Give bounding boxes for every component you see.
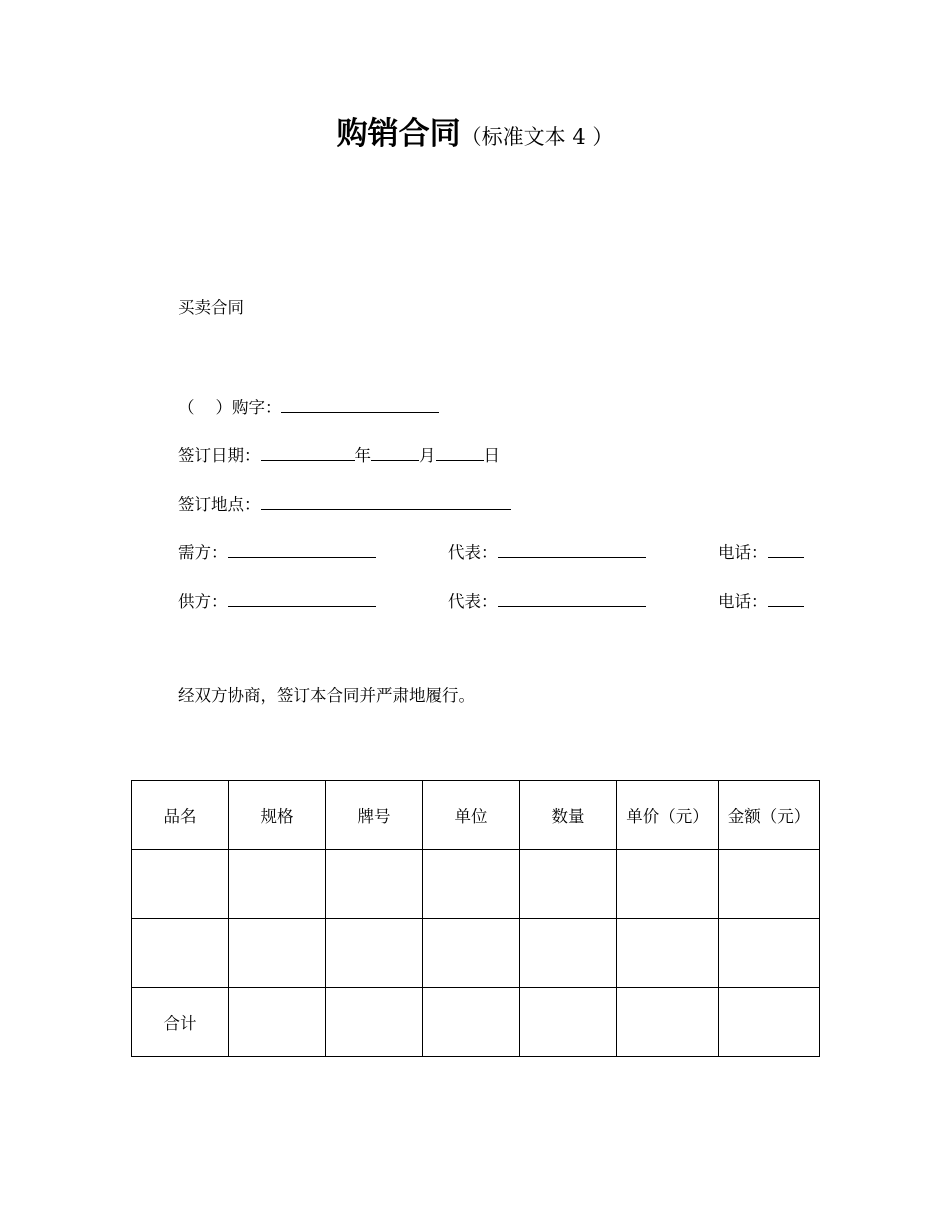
month-label: 月 [419,446,436,465]
table-cell[interactable] [520,919,617,988]
supplier-phone-label: 电话： [718,592,768,611]
supplier-label: 供方： [178,592,228,611]
table-cell[interactable] [719,988,820,1057]
table-total-row [132,988,820,1057]
table-header-row [132,781,820,850]
table-cell[interactable] [617,850,719,919]
header-cell-brand: 牌号 [326,781,423,850]
contract-code-label: （ ）购字： [178,398,282,417]
table-cell[interactable] [229,919,326,988]
table-cell[interactable] [520,850,617,919]
page-title [0,112,950,161]
buyer-rep-field[interactable] [498,539,646,558]
table-cell[interactable] [132,919,229,988]
header-cell-name: 品名 [132,781,229,850]
header-cell-unit: 单位 [423,781,520,850]
supplier-rep-field[interactable] [498,588,646,607]
sign-month-field[interactable] [371,442,419,461]
table-cell[interactable] [520,988,617,1057]
sign-place-field[interactable] [261,491,511,510]
title-subtitle: （标准文本 4 ） [460,125,614,149]
header-cell-spec: 规格 [229,781,326,850]
buyer-phone-label: 电话： [718,543,768,562]
buyer-phone-line [718,539,804,565]
table-cell[interactable] [719,919,820,988]
sign-date-label: 签订日期： [178,446,261,465]
table-row [132,919,820,988]
supplier-phone-field[interactable] [768,588,804,607]
table-cell[interactable] [719,850,820,919]
table-cell[interactable] [326,988,423,1057]
header-cell-unit-price: 单价（元） [617,781,719,850]
agreement-text: 经双方协商，签订本合同并严肃地履行。 [178,686,475,705]
table-cell[interactable] [423,919,520,988]
table-cell[interactable] [617,988,719,1057]
buyer-label: 需方： [178,543,228,562]
sign-place-line [178,491,511,517]
sign-year-field[interactable] [261,442,355,461]
contract-code-line [178,394,439,420]
supplier-rep-line [448,588,646,614]
header-cell-amount: 金额（元） [719,781,820,850]
buyer-phone-field[interactable] [768,539,804,558]
contract-heading: 买卖合同 [178,298,244,317]
table-row [132,850,820,919]
buyer-line [178,539,376,565]
sign-place-label: 签订地点： [178,495,261,514]
sign-day-field[interactable] [436,442,484,461]
day-label: 日 [483,446,500,465]
supplier-line [178,588,376,614]
table-cell[interactable] [423,850,520,919]
table-cell[interactable] [326,919,423,988]
table-cell[interactable] [132,850,229,919]
contract-code-field[interactable] [281,394,439,413]
supplier-rep-label: 代表： [448,592,498,611]
year-label: 年 [354,446,371,465]
table-cell[interactable] [423,988,520,1057]
table-cell[interactable] [326,850,423,919]
table-cell[interactable] [229,850,326,919]
table-cell[interactable] [617,919,719,988]
sign-date-line [178,442,500,468]
total-label-cell: 合计 [132,988,229,1057]
buyer-field[interactable] [228,539,376,558]
header-cell-quantity: 数量 [520,781,617,850]
title-main: 购销合同 [336,116,461,152]
table-cell[interactable] [229,988,326,1057]
goods-table [131,780,820,1057]
buyer-rep-line [448,539,646,565]
buyer-rep-label: 代表： [448,543,498,562]
supplier-field[interactable] [228,588,376,607]
supplier-phone-line [718,588,804,614]
